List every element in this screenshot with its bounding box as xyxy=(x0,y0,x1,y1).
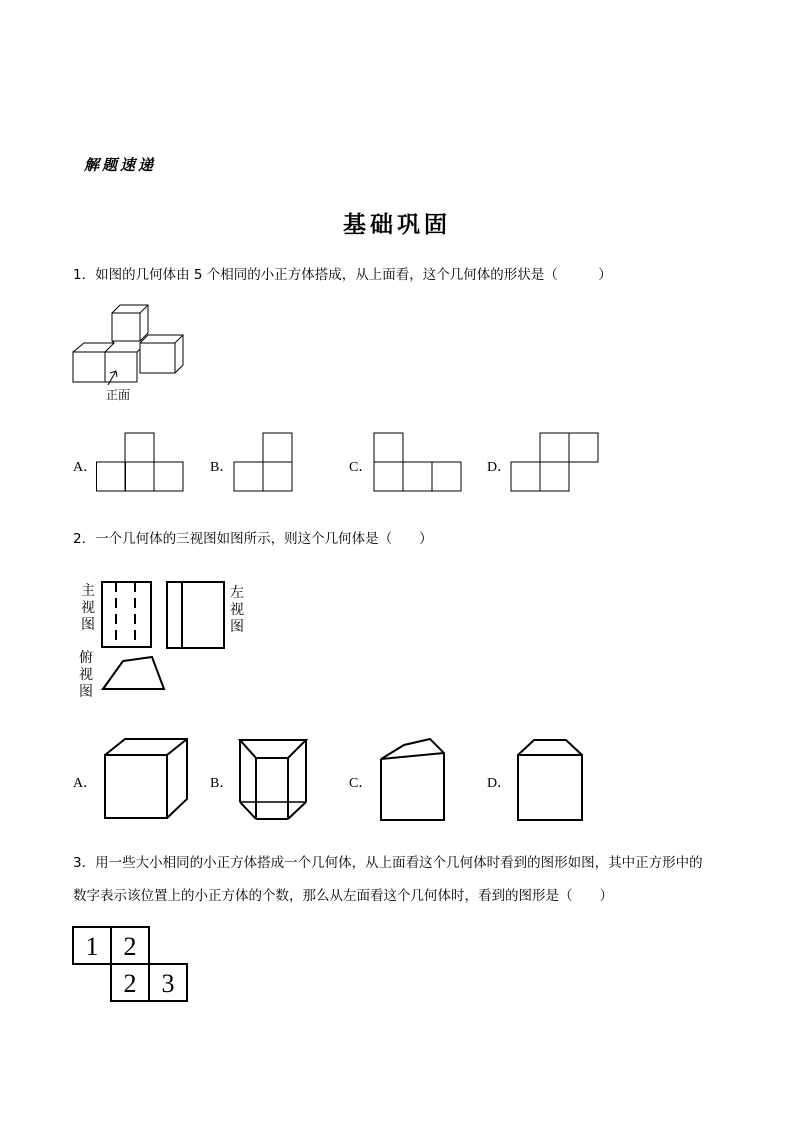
q2-option-d-label: D． xyxy=(487,776,512,791)
grid-cell-value: 1 xyxy=(85,932,99,961)
grid-cell-value: 2 xyxy=(123,932,137,961)
question-1-text: 1．如图的几何体由 5 个相同的小正方体搭成，从上面看，这个几何体的形状是（ ） xyxy=(73,267,612,283)
q3-top-view-grid xyxy=(72,926,190,1004)
q1-option-d-label: D． xyxy=(487,460,512,475)
q1-option-c-figure xyxy=(373,432,463,492)
q2-option-d-figure xyxy=(516,737,586,823)
q1-option-b-figure xyxy=(233,432,295,492)
q1-option-a-figure xyxy=(96,432,186,492)
section-tag: 解题速递 xyxy=(84,156,157,174)
front-view-figure xyxy=(101,581,153,649)
q1-option-b-label: B． xyxy=(210,460,234,475)
q2-option-b-label: B． xyxy=(210,776,234,791)
question-3-text-line-1: 3．用一些大小相同的小正方体搭成一个几何体，从上面看这个几何体时看到的图形如图，其中正方形中的 xyxy=(73,855,703,871)
left-view-figure xyxy=(166,581,226,651)
q1-option-d-figure xyxy=(510,432,602,492)
left-view-label: 左 视 图 xyxy=(230,585,244,635)
page-title: 基础巩固 xyxy=(343,211,451,238)
q2-option-b-figure xyxy=(238,737,310,823)
q2-option-c-label: C． xyxy=(349,776,373,791)
q1-option-a-label: A． xyxy=(73,460,98,475)
q2-option-a-figure xyxy=(103,737,191,821)
top-view-label: 俯 视 图 xyxy=(79,650,93,700)
question-2-text: 2．一个几何体的三视图如图所示，则这个几何体是（ ） xyxy=(73,531,433,547)
grid-cell-value: 3 xyxy=(161,969,175,998)
q1-option-c-label: C． xyxy=(349,460,373,475)
q2-option-c-figure xyxy=(378,737,450,823)
front-view-label: 主 视 图 xyxy=(81,583,95,633)
front-arrow-label: 正面 xyxy=(106,388,131,402)
grid-cell-value: 2 xyxy=(123,969,137,998)
top-view-figure xyxy=(102,656,166,692)
question-3-text-line-2: 数字表示该位置上的小正方体的个数，那么从左面看这个几何体时，看到的图形是（ ） xyxy=(73,888,613,904)
q2-option-a-label: A． xyxy=(73,776,98,791)
